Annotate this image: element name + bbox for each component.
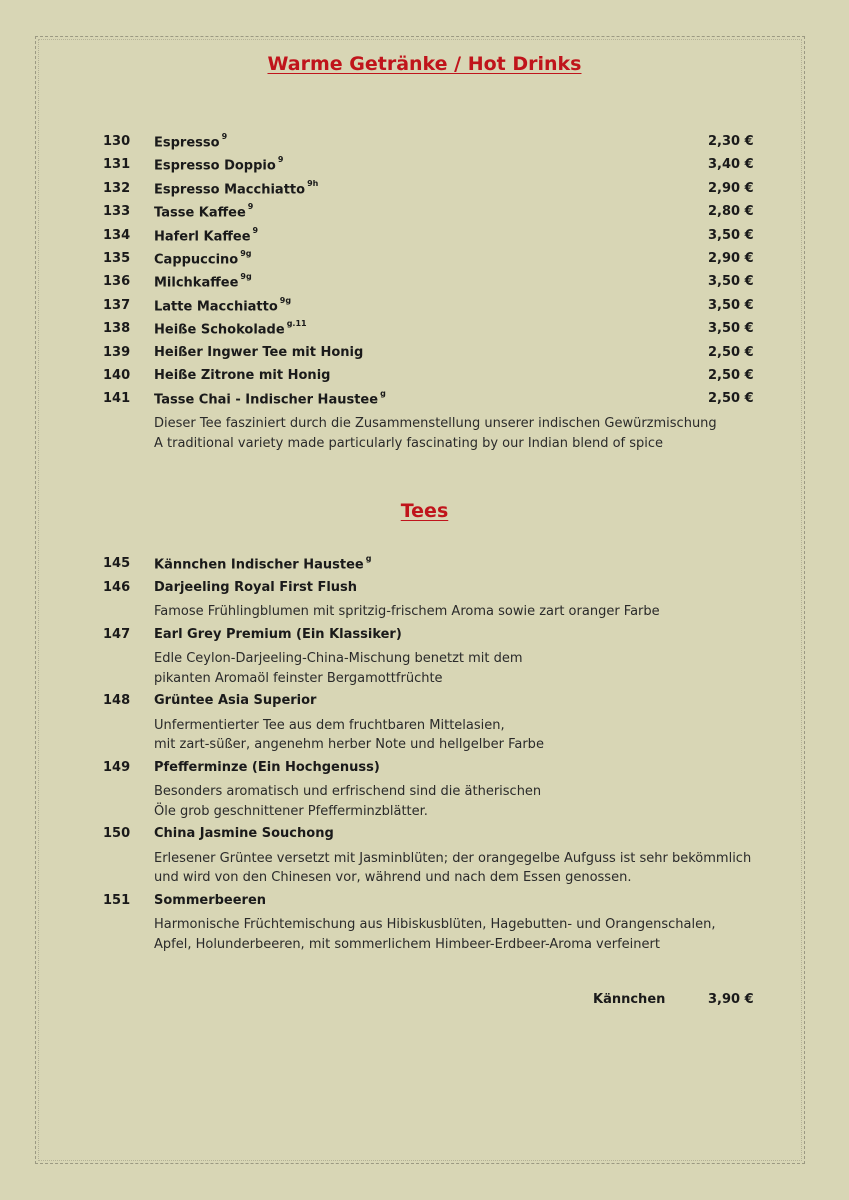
item-number: 149 — [103, 759, 131, 775]
item-description — [154, 602, 660, 622]
allergen-code: 9g — [279, 295, 292, 305]
item-name-text: Milchkaffee — [154, 275, 239, 291]
item-name-text: Sommerbeeren — [154, 892, 267, 908]
item-name — [154, 556, 371, 572]
item-name-text: Grüntee Asia Superior — [154, 693, 317, 708]
allergen-code: g — [380, 389, 386, 399]
menu-row — [0, 225, 849, 251]
item-name — [154, 157, 283, 173]
menu-row — [0, 134, 849, 157]
description-line: Erlesener Grüntee versetzt mit Jasminblüten; der orangegelbe Aufguss ist sehr bekömmlich — [154, 850, 752, 866]
pot-label: Kännchen — [593, 992, 666, 1007]
item-name — [154, 368, 330, 383]
item-name-text: Espresso Doppio — [154, 158, 276, 174]
item-number: 134 — [103, 227, 131, 243]
item-name — [154, 225, 259, 244]
tees-title: Tees — [400, 500, 449, 522]
menu-row — [0, 556, 849, 579]
menu-row — [0, 204, 849, 227]
item-name-text: Espresso — [154, 135, 220, 151]
description-line: Edle Ceylon-Darjeeling-China-Mischung benetzt mit dem — [154, 651, 523, 666]
item-number: 141 — [103, 391, 131, 407]
item-name — [154, 204, 253, 220]
item-price: 2,50 € — [708, 368, 754, 383]
description-line: Besonders aromatisch und erfrischend sind die ätherischen — [154, 784, 542, 799]
item-price: 3,40 € — [708, 157, 754, 173]
allergen-code: 9g — [240, 249, 252, 258]
item-name — [154, 134, 227, 150]
item-number: 150 — [103, 826, 131, 841]
item-name-text: Pfefferminze (Ein Hochgenuss) — [154, 759, 380, 775]
item-name-text: Kännchen Indischer Haustee — [154, 557, 364, 573]
item-price: 3,50 € — [708, 321, 754, 337]
menu-row — [0, 321, 849, 344]
item-name-text: Tasse Kaffee — [154, 205, 246, 221]
item-name-text: Earl Grey Premium (Ein Klassiker) — [154, 626, 402, 642]
item-price: 2,80 € — [708, 204, 754, 220]
item-name-text: Cappuccino — [154, 252, 239, 268]
menu-row — [0, 826, 849, 849]
description-line: A traditional variety made particularly fascinating by our Indian blend of spice — [154, 435, 664, 451]
item-description — [154, 849, 751, 888]
item-name — [154, 580, 357, 595]
menu-row — [0, 693, 849, 716]
allergen-code: 9 — [277, 155, 284, 165]
menu-row — [0, 627, 849, 650]
allergen-code: 9h — [307, 178, 319, 188]
item-number: 148 — [103, 693, 131, 708]
item-description — [154, 915, 715, 954]
item-name — [154, 321, 307, 337]
item-number: 136 — [103, 274, 131, 290]
item-name-text: Darjeeling Royal First Flush — [154, 579, 358, 595]
item-number: 135 — [103, 251, 131, 266]
item-name — [154, 693, 316, 708]
item-name — [154, 274, 252, 290]
item-number: 146 — [103, 579, 131, 595]
description-line: Harmonische Früchtemischung aus Hibiskusblüten, Hagebutten- und Orangenschalen, — [154, 917, 716, 932]
description-line: Apfel, Holunderbeeren, mit sommerlichem Himbeer-Erdbeer-Aroma verfeinert — [154, 936, 660, 952]
item-number: 131 — [103, 157, 131, 173]
item-name — [154, 391, 386, 407]
item-number: 151 — [103, 892, 131, 908]
description-line: Famose Frühlingblumen mit spritzig-frischem Aroma sowie zart oranger Farbe — [154, 604, 660, 619]
item-number: 130 — [103, 134, 131, 149]
description-line: pikanten Aromaöl feinster Bergamottfrüchte — [154, 670, 443, 686]
item-name-text: Latte Macchiatto — [154, 299, 278, 315]
item-number: 145 — [103, 556, 131, 571]
item-price: 3,50 € — [708, 297, 754, 313]
item-name-text: Espresso Macchiatto — [154, 182, 306, 198]
item-name — [154, 627, 402, 642]
item-name-text: Heiße Schokolade — [154, 322, 285, 338]
item-name — [154, 826, 334, 841]
menu-row — [0, 345, 849, 368]
item-price: 2,50 € — [708, 391, 754, 407]
item-name — [154, 893, 266, 908]
item-name — [154, 178, 319, 198]
item-name-text: Heiße Zitrone mit Honig — [154, 368, 331, 383]
description-line: Öle grob geschnittener Pfefferminzblätter. — [154, 803, 428, 819]
item-price: 3,50 € — [708, 274, 754, 290]
menu-row — [0, 391, 849, 414]
allergen-code: g.11 — [286, 319, 307, 329]
item-name-text: Heißer Ingwer Tee mit Honig — [154, 344, 364, 360]
item-price: 2,90 € — [708, 180, 754, 196]
menu-row — [0, 295, 849, 321]
item-name — [154, 345, 363, 360]
menu-row — [0, 893, 849, 916]
pot-price: 3,90 € — [708, 992, 754, 1007]
allergen-code: g — [365, 554, 372, 563]
menu-row — [0, 580, 849, 603]
description-line: mit zart-süßer, angenehm herber Note und hellgelber Farbe — [154, 737, 544, 752]
item-price: 2,90 € — [708, 251, 754, 266]
allergen-code: 9 — [252, 225, 259, 235]
hot-drinks-title: Warme Getränke / Hot Drinks — [267, 53, 582, 75]
item-number: 137 — [103, 297, 131, 313]
item-number: 133 — [103, 204, 131, 220]
item-number: 132 — [103, 180, 131, 196]
menu-row — [0, 178, 849, 204]
item-name-text: China Jasmine Souchong — [154, 826, 334, 841]
item-name — [154, 251, 252, 267]
item-price: 2,30 € — [708, 134, 754, 149]
item-description — [154, 782, 541, 821]
description-line: und wird von den Chinesen vor, während und nach dem Essen genossen. — [154, 870, 632, 885]
item-price: 2,50 € — [708, 344, 754, 360]
menu-row — [0, 251, 849, 274]
allergen-code: 9 — [247, 202, 254, 212]
menu-row — [0, 274, 849, 297]
item-name — [154, 295, 292, 315]
item-number: 139 — [103, 344, 131, 360]
allergen-code: 9g — [240, 272, 252, 282]
item-description — [154, 716, 544, 755]
menu-row — [0, 157, 849, 180]
allergen-code: 9 — [221, 132, 228, 141]
description-line: Dieser Tee fasziniert durch die Zusammenstellung unserer indischen Gewürzmischung — [154, 416, 717, 431]
chai-description — [154, 414, 717, 453]
item-name-text: Haferl Kaffee — [154, 228, 251, 244]
item-number: 147 — [103, 626, 131, 642]
menu-row — [0, 760, 849, 783]
description-line: Unfermentierter Tee aus dem fruchtbaren Mittelasien, — [154, 717, 505, 733]
item-name — [154, 760, 380, 775]
item-name-text: Tasse Chai - Indischer Haustee — [154, 392, 379, 408]
item-number: 140 — [103, 368, 131, 383]
menu-row — [0, 368, 849, 391]
item-description — [154, 649, 523, 688]
item-price: 3,50 € — [708, 227, 754, 243]
item-number: 138 — [103, 321, 131, 337]
